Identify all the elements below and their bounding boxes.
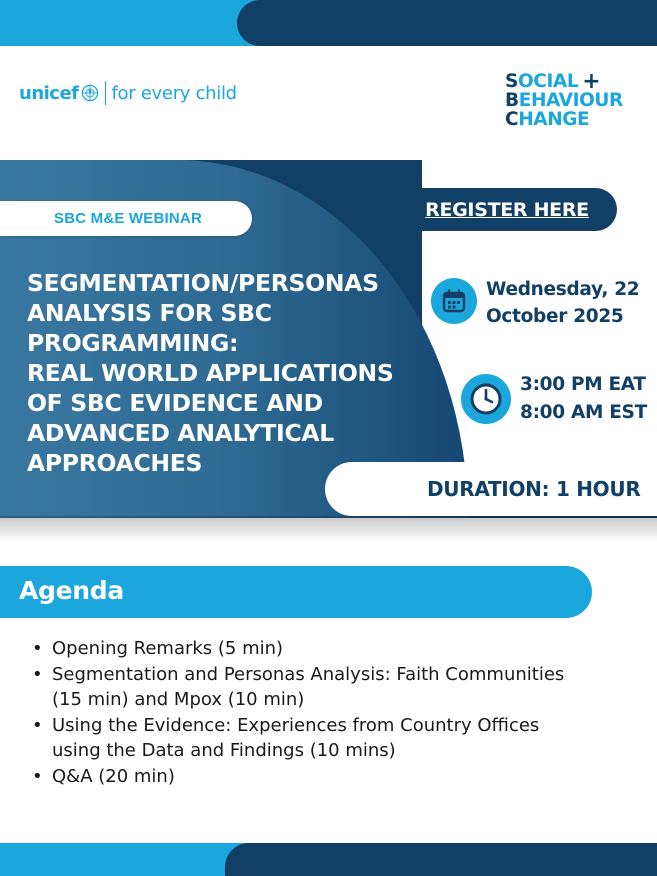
- agenda-item: [32, 662, 632, 713]
- unicef-globe-icon: [81, 84, 99, 102]
- unicef-tagline: for every child: [111, 82, 237, 104]
- sbc-logo-line: [505, 110, 623, 129]
- agenda-item-line: Segmentation and Personas Analysis: Faith Communities: [52, 663, 565, 685]
- unicef-divider: [105, 81, 106, 105]
- agenda-list: [32, 636, 632, 789]
- sbc-logo-word: HANGE: [518, 109, 590, 130]
- time-eat: 3:00 PM EAT: [520, 374, 646, 395]
- bullet-icon: •: [32, 663, 43, 685]
- title-line: OF SBC EVIDENCE AND: [27, 389, 323, 417]
- webinar-label: SBC M&E WEBINAR: [54, 210, 202, 227]
- agenda-item: [32, 713, 632, 764]
- sbc-logo-initial: B: [505, 90, 519, 111]
- sbc-logo-line: [505, 91, 623, 110]
- bottom-decor-bar-dark: [225, 843, 657, 876]
- date-line: October 2025: [486, 306, 624, 327]
- sbc-logo-plus: +: [582, 68, 601, 94]
- sbc-logo: [505, 68, 623, 130]
- agenda-item-line: using the Data and Findings (10 mins): [52, 740, 396, 761]
- event-times: [520, 371, 647, 427]
- title-line: ANALYSIS FOR SBC: [27, 299, 272, 327]
- bullet-icon: •: [32, 714, 43, 736]
- event-date: [486, 276, 639, 330]
- title-line: APPROACHES: [27, 449, 203, 477]
- unicef-logo: [19, 80, 237, 106]
- agenda-title: Agenda: [19, 576, 124, 605]
- sbc-logo-initial: C: [505, 109, 519, 130]
- bullet-icon: •: [32, 765, 43, 787]
- agenda-item-line: Using the Evidence: Experiences from Country Offices: [52, 714, 540, 736]
- agenda-item: [32, 636, 632, 662]
- calendar-icon: [441, 288, 467, 314]
- sbc-logo-initial: S: [505, 71, 518, 92]
- clock-icon-badge: [461, 374, 511, 424]
- webinar-title: [27, 268, 407, 478]
- sbc-logo-word: OCIAL: [517, 71, 579, 92]
- agenda-item: [32, 764, 632, 790]
- agenda-item-line: Q&A (20 min): [52, 765, 175, 787]
- time-est: 8:00 AM EST: [520, 402, 647, 423]
- top-decor-bar-dark: [237, 0, 657, 46]
- sbc-logo-word: EHAVIOUR: [518, 90, 623, 111]
- sbc-logo-line: [505, 68, 623, 94]
- agenda-item-line: Opening Remarks (5 min): [52, 638, 284, 659]
- register-here-button[interactable]: REGISTER HERE: [397, 188, 617, 231]
- title-line: REAL WORLD APPLICATIONS: [27, 359, 394, 387]
- bullet-icon: •: [32, 638, 43, 659]
- agenda-item-line: (15 min) and Mpox (10 min): [52, 689, 305, 710]
- title-line: SEGMENTATION/PERSONAS: [27, 269, 379, 297]
- title-line: PROGRAMMING:: [27, 329, 239, 357]
- hero-shadow: [0, 516, 657, 542]
- date-line: Wednesday, 22: [486, 279, 640, 300]
- clock-icon: [469, 382, 503, 416]
- unicef-wordmark: unicef: [19, 82, 79, 104]
- title-line: ADVANCED ANALYTICAL: [27, 419, 334, 447]
- event-duration: DURATION: 1 HOUR: [427, 477, 641, 501]
- calendar-icon-badge: [431, 278, 477, 324]
